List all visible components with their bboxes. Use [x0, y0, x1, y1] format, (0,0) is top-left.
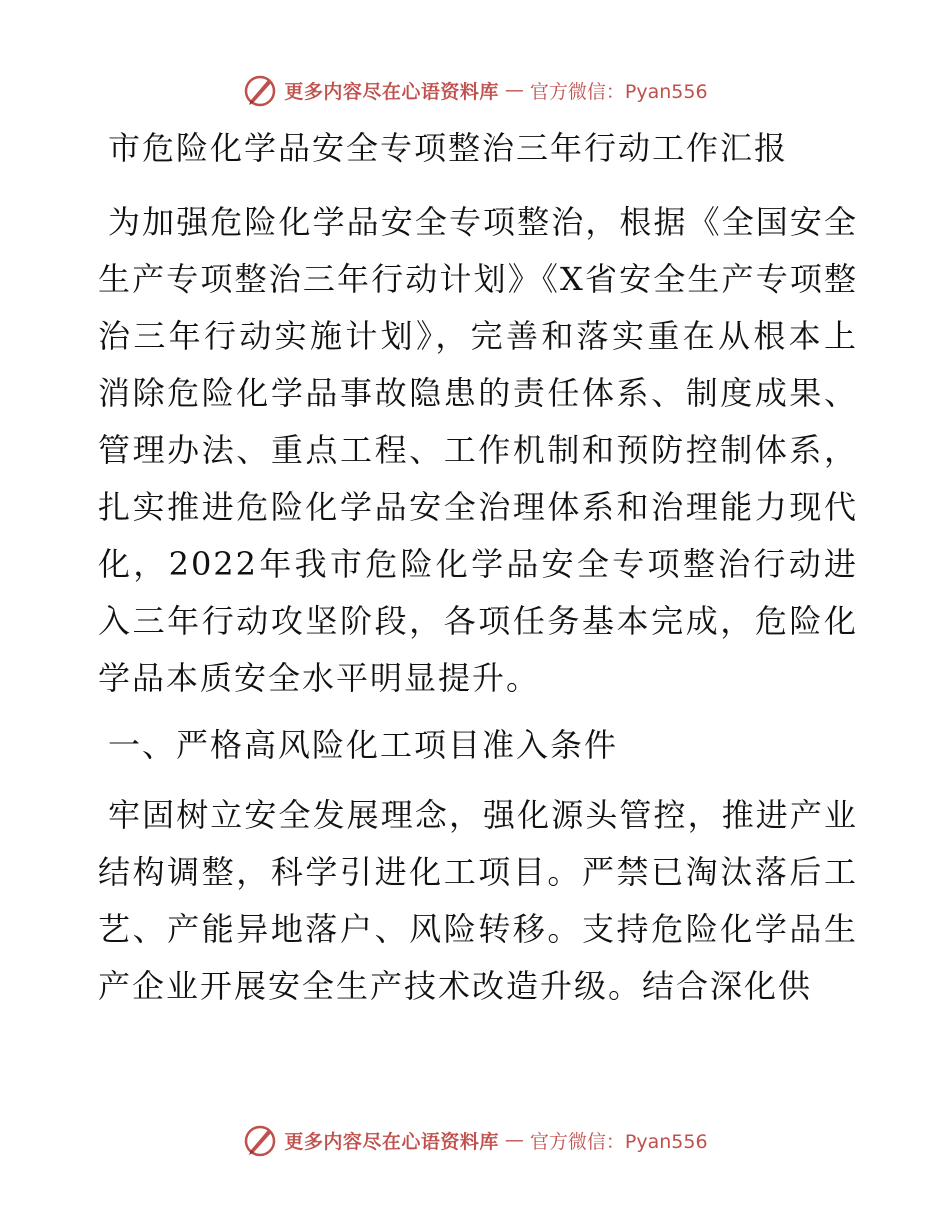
section-1-heading: 一、严格高风险化工项目准入条件: [108, 726, 619, 764]
document-title: 市危险化学品安全专项整治三年行动工作汇报: [108, 129, 789, 167]
watermark-contact-text: 官方微信：Pyan556: [529, 80, 708, 103]
quill-pen-icon: [242, 72, 278, 108]
watermark-footer: [0, 1120, 950, 1160]
watermark-separator: —: [504, 79, 524, 101]
watermark-brand-text: 更多内容尽在心语资料库: [284, 80, 499, 103]
document-body: [98, 122, 858, 1027]
watermark-separator: —: [504, 1129, 524, 1151]
watermark-header: [0, 70, 950, 110]
watermark-brand-text: 更多内容尽在心语资料库: [284, 1130, 499, 1153]
watermark-contact-text: 官方微信：Pyan556: [529, 1130, 708, 1153]
intro-paragraph: 为加强危险化学品安全专项整治，根据《全国安全生产专项整治三年行动计划》《X省安全生产专项整治三年行动实施计划》，完善和落实重在从根本上消除危险化学品事故隐患的责任体系、制度成果、管理办法、重点工程、工作机制和预防控制体系，扎实推进危险化学品安全治理体系和治理能力现代化，2022年我市危险化学品安全专项整治行动进入三年行动攻坚阶段，各项任务基本完成，危险化学品本质安全水平明显提升。: [98, 203, 858, 697]
quill-pen-icon: [242, 1122, 278, 1158]
section-1-paragraph: 牢固树立安全发展理念，强化源头管控，推进产业结构调整，科学引进化工项目。严禁已淘汰落后工艺、产能异地落户、风险转移。支持危险化学品生产企业开展安全生产技术改造升级。结合深化供: [98, 796, 858, 1005]
